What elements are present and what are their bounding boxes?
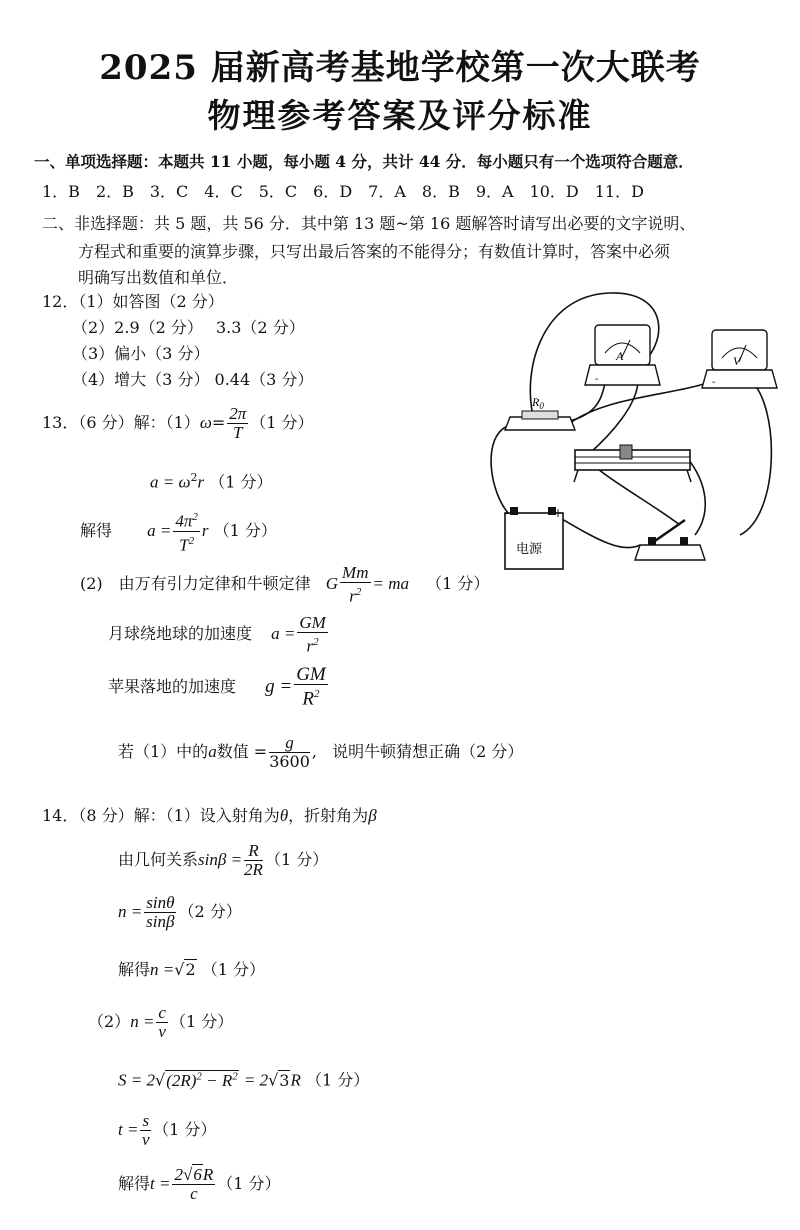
points: （1 分） [209,472,273,492]
G-var: G [325,574,339,593]
q12-line4: （4）增大（3 分） 0.44（3 分） [72,370,314,389]
q13-line3 [80,508,277,555]
solve-label: 解得 [118,960,151,979]
conclude-text: 说明牛顿猜想正确（2 分） [332,742,524,761]
section2-line2: 方程式和重要的演算步骤，只写出最后答案的不能得分；有数值计算时，答案中必须 [78,242,671,261]
denominator: sinβ [146,912,175,931]
T-var: T [179,535,189,555]
battery-terminal-minus [510,507,518,515]
section1-header: 一、单项选择题：本题共 11 小题，每小题 4 分，共计 44 分．每小题只有一个选项符合题意． [34,152,694,171]
switch-terminal [680,537,688,545]
q13-line6 [108,664,330,710]
S-result: = 2 [243,1070,269,1090]
R-var: R [302,688,315,710]
numerator: 2π [229,404,247,423]
fraction-Mm-over-r2 [340,564,370,606]
fraction-s-over-v [140,1112,151,1149]
battery-body [505,513,563,569]
eq-sign: = [211,413,226,432]
apple-text: 苹果落地的加速度 [108,677,237,696]
denominator [294,685,328,708]
r-var: r [197,472,205,492]
numerator: sinθ [146,893,175,912]
battery [505,506,563,569]
sqrt-2: 2 [185,960,196,979]
numerator: s [142,1111,150,1130]
numerator: Mm [342,562,369,582]
a-var: a [208,742,217,761]
eq-ma: = ma [372,574,409,593]
beta-symbol: β [368,806,377,825]
denominator: v [158,1022,166,1041]
q13-line2 [150,468,272,492]
points: （1 分） [305,1070,370,1090]
numerator: R [244,842,263,861]
denominator: 3600 [269,752,310,771]
q13-line7 [118,730,523,774]
voltmeter-label: V [733,354,741,368]
section1-answers: 1．B 2．B 3．C 4．C 5．C 6．D 7．A 8．B 9．A 10．D 11．D [42,182,644,201]
voltmeter [702,330,777,388]
sqrt-3: 3 [279,1070,290,1090]
t-eq: t = [150,1174,171,1193]
R-var: R [290,1070,301,1090]
switch [635,520,705,560]
denominator: 2R [244,860,263,879]
rheostat-leg [574,470,578,482]
points: （1 分） [169,1012,234,1031]
denominator: v [141,1130,150,1149]
sup: 2 [313,635,319,648]
circuit-diagram [480,285,790,585]
points: （1 分） [153,1120,217,1139]
q14-line7 [118,1108,216,1152]
numerator: GM [296,664,326,686]
section2-line3: 明确写出数值和单位． [78,268,239,287]
solve-label: 解得 [118,1174,151,1193]
section2-line1: 二、非选择题：共 5 题，共 56 分．其中第 13 题~第 16 题解答时请写出必要的文字说明、 [42,214,696,233]
apple-g: g = [265,676,293,697]
points: （2 分） [178,902,242,921]
wire [570,380,715,423]
fraction-2sqrt6R-over-c [172,1166,215,1203]
denominator: c [190,1184,198,1203]
q14-line1 [42,806,377,826]
q14-prefix: 14．（8 分）解：（1）设入射角为 [42,806,280,825]
rheostat-leg [687,470,691,482]
omega-symbol: ω [199,413,212,432]
battery-label: 电源 [516,542,543,557]
fraction-g-over-3600 [269,734,310,771]
voltmeter-minus: - [712,377,716,388]
n-eq: n = [118,902,143,921]
points: （1 分） [213,521,277,540]
numerator: c [158,1003,166,1022]
wire [555,515,640,548]
switch-base [635,545,705,560]
n-eq: n = [130,1012,155,1031]
q14-line3 [118,890,242,934]
denominator: T [233,423,243,442]
numerator: 2√6R [174,1165,214,1184]
q13-line4 [80,562,489,606]
sup: 2 [232,1070,238,1082]
fraction-4pi2-over-T2 [173,508,200,554]
title-line2: 物理参考答案及评分标准 [207,96,593,135]
shuzhi-text: 数值 = [216,742,268,761]
points: （1 分） [264,850,329,869]
q13-line5 [108,612,330,656]
a-label: a = [147,521,172,540]
fraction-GM-over-r2 [297,614,327,656]
t-eq: t = [118,1120,139,1139]
sup: 2 [314,688,320,701]
S-inner: (2R) [166,1070,197,1090]
q13-line1 [42,400,314,446]
sup: 2 [355,585,362,598]
S-minus: − R [201,1070,233,1090]
sqrt-expression [165,1070,239,1090]
r-var: r [201,521,209,540]
points: （1 分） [426,574,490,593]
S-eq: S = 2 [118,1070,155,1090]
r-var: r [349,586,356,606]
ammeter-minus: - [595,374,599,385]
r-var: r [306,636,314,656]
battery-plus: + [553,506,564,520]
ammeter-label: A [616,349,624,363]
mid-text: ，折射角为 [288,806,369,825]
numerator: g [269,734,310,753]
numerator: GM [299,612,326,632]
fraction-2pi-over-T [227,405,248,442]
solve-label: 解得 [80,521,113,540]
resistor-letter: R [532,395,540,409]
R-var: R [202,1165,214,1184]
q13-prefix: 13．（6 分）解：（1） [42,413,200,432]
moon-a: a = [271,624,296,643]
sup: 2 [192,511,198,524]
four-pi: 4π [175,512,193,531]
ammeter [585,325,660,385]
fraction-c-over-v [156,1004,168,1041]
fraction-sin-theta-over-sin-beta [144,894,176,931]
points: （1 分） [250,413,314,432]
part2-label: （2） [88,1012,131,1031]
resistor-r0 [505,395,575,430]
resistor-label [531,395,544,411]
numerator [173,508,200,532]
fraction-R-over-2R [244,842,263,879]
denominator [173,532,200,555]
q14-line8 [118,1162,280,1206]
sqrt-6: 6 [193,1165,202,1184]
wire [590,380,638,453]
two: 2 [174,1165,183,1184]
sup: 2 [196,1070,202,1082]
n-val: n = [150,960,175,979]
points: （1 分） [201,960,266,979]
wire [740,380,771,535]
denominator [297,633,327,656]
ruo-text: 若（1）中的 [118,742,209,761]
sup: 2 [190,471,198,484]
q14-line4: 解得n =√2 （1 分） [118,960,266,979]
points: （1 分） [217,1174,281,1193]
fraction-GM-over-R2 [294,666,328,708]
moon-text: 月球绕地球的加速度 [108,624,253,643]
rheostat-slider [620,445,632,459]
q14-line5 [88,1000,233,1044]
wire [491,425,510,515]
q12-line3: （3）偏小（3 分） [72,344,210,363]
q12-line1: 12．（1）如答图（2 分） [42,292,224,311]
battery-minus: - [505,506,510,520]
title-line1: 2025 届新高考基地学校第一次大联考 [99,48,701,88]
resistor-body [522,411,558,419]
theta-symbol: θ [279,806,289,825]
denominator [340,583,370,606]
geo-text: 由几何关系 [118,850,199,869]
a-omega: a = ω [150,472,191,492]
q14-line6: $S = 2√(2R)^2 - R^2 = 2√3R$ （1 分） [118,1070,370,1090]
q14-line2 [118,838,328,882]
sin-beta: sinβ = [198,850,243,869]
rheostat [574,445,691,482]
comma: , [311,742,317,761]
resistor-subscript: 0 [539,401,544,411]
sup: 2 [188,535,195,547]
switch-terminal [648,537,656,545]
q12-line2: （2）2.9（2 分） 3.3（2 分） [72,318,305,337]
part2-text: (2) 由万有引力定律和牛顿定律 [80,574,311,593]
